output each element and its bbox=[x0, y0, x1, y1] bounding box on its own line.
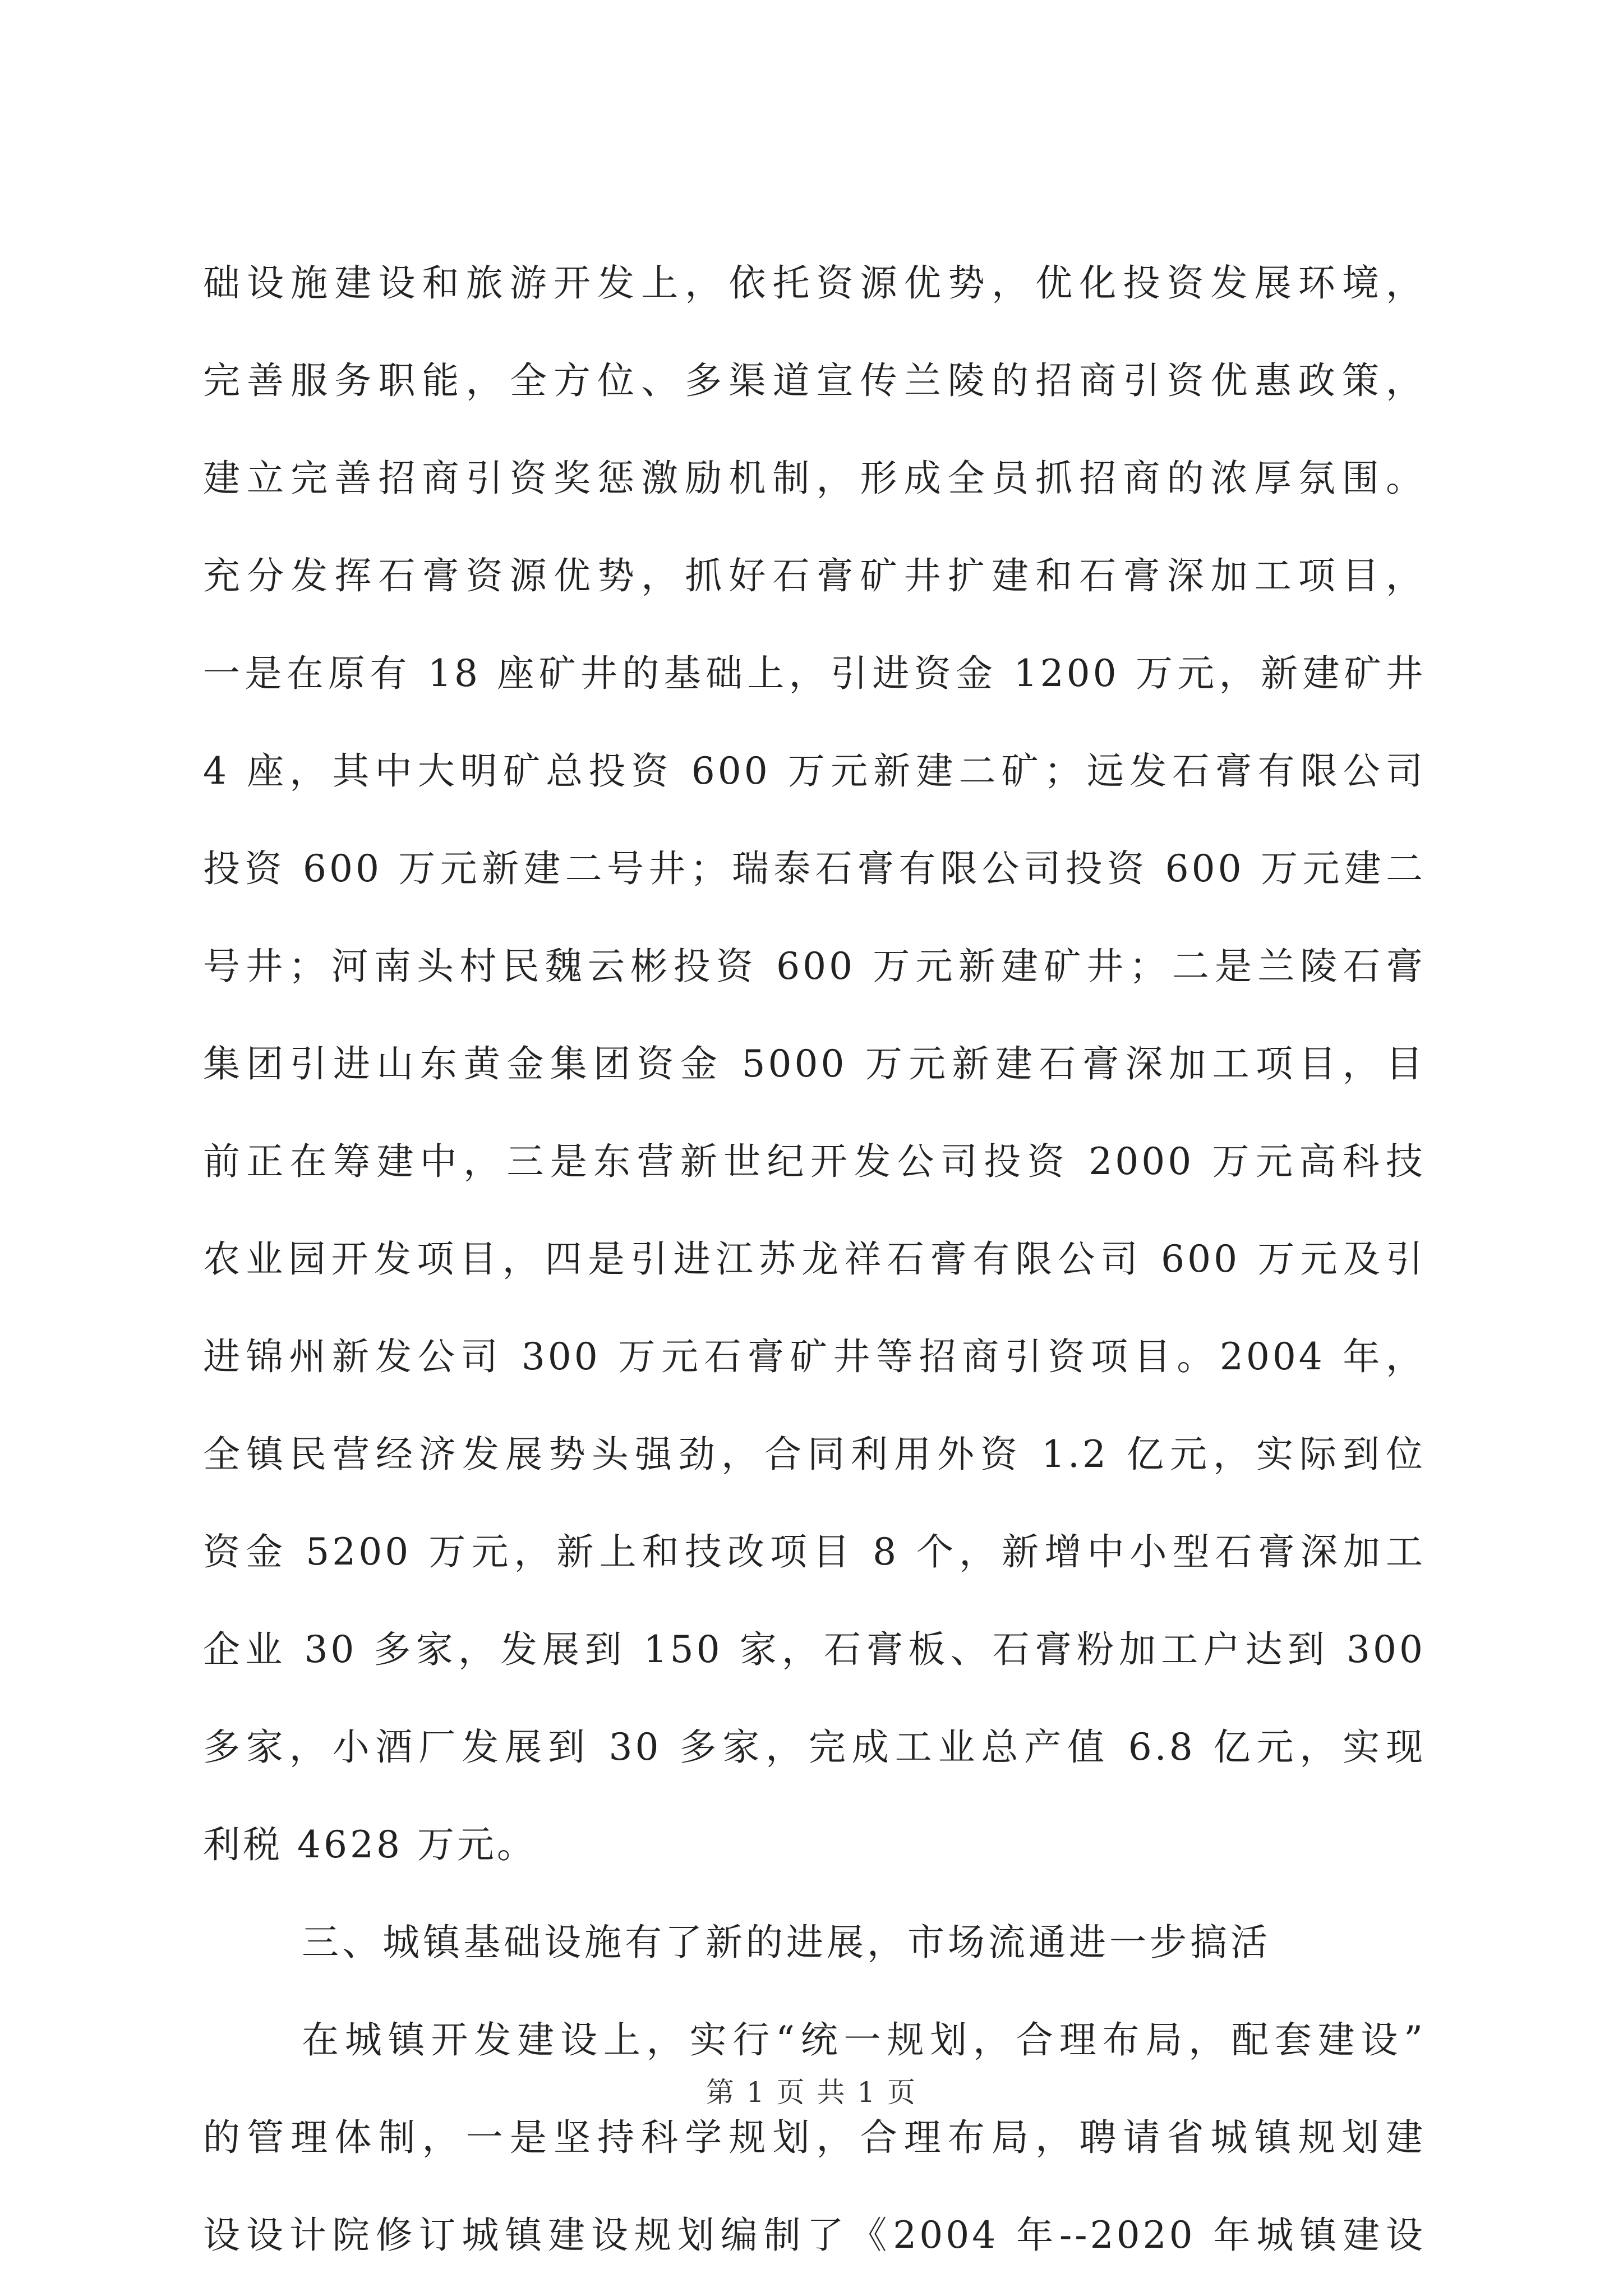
body-line: 农业园开发项目，四是引进江苏龙祥石膏有限公司 600 万元及引 bbox=[203, 1237, 1426, 1281]
document-body bbox=[203, 234, 1426, 2284]
paragraph-end-line: 利税 4628 万元。 bbox=[203, 1823, 537, 1866]
body-line: 4 座，其中大明矿总投资 600 万元新建二矿；远发石膏有限公司 bbox=[203, 749, 1426, 793]
body-line: 投资 600 万元新建二号井；瑞泰石膏有限公司投资 600 万元建二 bbox=[203, 847, 1426, 890]
body-line: 充分发挥石膏资源优势，抓好石膏矿井扩建和石膏深加工项目， bbox=[203, 554, 1426, 597]
body-line: 集团引进山东黄金集团资金 5000 万元新建石膏深加工项目，目 bbox=[203, 1042, 1426, 1085]
page-footer: 第 1 页 共 1 页 bbox=[706, 2076, 917, 2109]
body-line: 设设计院修订城镇建设规划编制了《2004 年--2020 年城镇建设 bbox=[203, 2214, 1426, 2257]
section-heading: 三、城镇基础设施有了新的进展，市场流通进一步搞活 bbox=[302, 1921, 1271, 1964]
body-line: 多家，小酒厂发展到 30 多家，完成工业总产值 6.8 亿元，实现 bbox=[203, 1726, 1426, 1769]
body-line: 一是在原有 18 座矿井的基础上，引进资金 1200 万元，新建矿井 bbox=[203, 652, 1426, 695]
body-line: 建立完善招商引资奖惩激励机制，形成全员抓招商的浓厚氛围。 bbox=[203, 457, 1426, 500]
body-line: 号井；河南头村民魏云彬投资 600 万元新建矿井；二是兰陵石膏 bbox=[203, 945, 1426, 988]
body-line: 在城镇开发建设上，实行“统一规划，合理布局，配套建设” bbox=[302, 2018, 1426, 2062]
body-line: 进锦州新发公司 300 万元石膏矿井等招商引资项目。2004 年， bbox=[203, 1335, 1426, 1378]
body-line: 资金 5200 万元，新上和技改项目 8 个，新增中小型石膏深加工 bbox=[203, 1530, 1426, 1573]
body-line: 前正在筹建中，三是东营新世纪开发公司投资 2000 万元高科技 bbox=[203, 1140, 1426, 1183]
body-line: 全镇民营经济发展势头强劲，合同利用外资 1.2 亿元，实际到位 bbox=[203, 1433, 1426, 1476]
body-line: 企业 30 多家，发展到 150 家，石膏板、石膏粉加工户达到 300 bbox=[203, 1628, 1426, 1671]
body-line: 的管理体制，一是坚持科学规划，合理布局，聘请省城镇规划建 bbox=[203, 2116, 1426, 2159]
body-line: 完善服务职能，全方位、多渠道宣传兰陵的招商引资优惠政策， bbox=[203, 359, 1426, 402]
body-line: 础设施建设和旅游开发上，依托资源优势，优化投资发展环境， bbox=[203, 261, 1426, 305]
